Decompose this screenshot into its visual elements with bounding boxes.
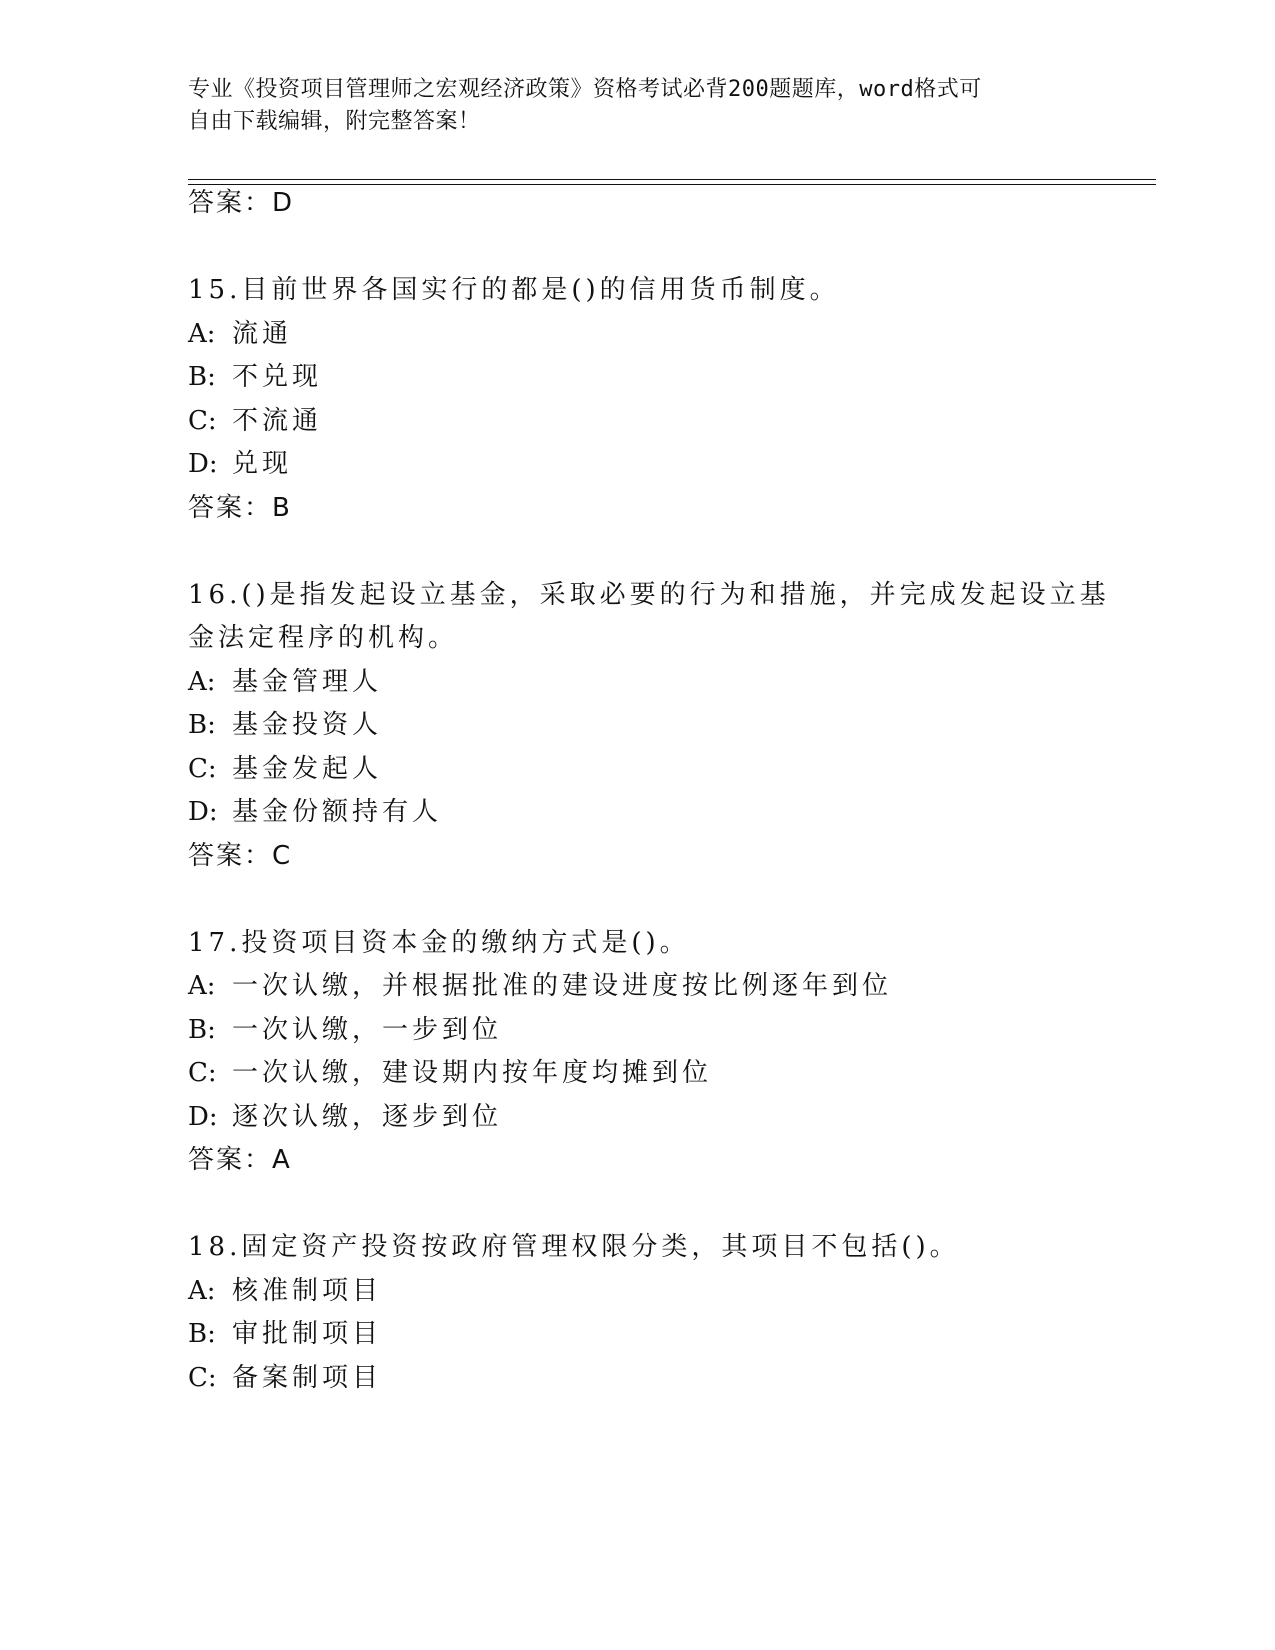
option-text: 不流通 bbox=[232, 406, 323, 436]
option-text: 一次认缴，并根据批准的建设进度按比例逐年到位 bbox=[232, 971, 893, 1001]
document-header bbox=[188, 74, 1088, 138]
option-label: B: bbox=[188, 362, 216, 392]
question-18-stem: 18.固定资产投资按政府管理权限分类，其项目不包括()。 bbox=[188, 1232, 960, 1262]
option-label: C: bbox=[188, 1058, 217, 1088]
option-label: D: bbox=[188, 797, 218, 827]
answer-q15: 答案：B bbox=[188, 493, 292, 523]
header-divider-bottom bbox=[188, 184, 1156, 185]
header-divider-top bbox=[188, 179, 1156, 180]
question-17-option-b bbox=[188, 1013, 502, 1047]
option-label: C: bbox=[188, 1363, 217, 1393]
question-15-option-b bbox=[188, 360, 322, 394]
option-label: D: bbox=[188, 1102, 218, 1132]
option-label: A: bbox=[188, 1276, 216, 1306]
question-17-option-d bbox=[188, 1100, 502, 1134]
header-line-2: 自由下载编辑，附完整答案！ bbox=[188, 109, 481, 134]
question-15-option-c bbox=[188, 404, 322, 438]
option-text: 备案制项目 bbox=[232, 1363, 383, 1393]
option-label: D: bbox=[188, 449, 218, 479]
answer-q14: 答案：D bbox=[188, 188, 295, 218]
question-18-option-a bbox=[188, 1274, 382, 1308]
question-17-option-a bbox=[188, 969, 892, 1003]
option-label: B: bbox=[188, 1015, 216, 1045]
question-16-option-a bbox=[188, 665, 382, 699]
option-label: A: bbox=[188, 667, 216, 697]
option-text: 基金发起人 bbox=[232, 754, 383, 784]
option-label: A: bbox=[188, 319, 216, 349]
option-label: C: bbox=[188, 754, 217, 784]
option-text: 不兑现 bbox=[232, 362, 323, 392]
answer-q17: 答案：A bbox=[188, 1145, 292, 1175]
option-label: C: bbox=[188, 406, 217, 436]
option-text: 基金份额持有人 bbox=[232, 797, 443, 827]
question-18-option-b bbox=[188, 1317, 382, 1351]
question-18-option-c bbox=[188, 1361, 382, 1395]
question-16-option-b bbox=[188, 708, 382, 742]
option-text: 基金投资人 bbox=[232, 710, 383, 740]
option-text: 基金管理人 bbox=[232, 667, 383, 697]
option-text: 流通 bbox=[232, 319, 293, 349]
option-text: 核准制项目 bbox=[232, 1276, 383, 1306]
question-17-option-c bbox=[188, 1056, 712, 1090]
option-text: 一次认缴，一步到位 bbox=[232, 1015, 503, 1045]
question-15-option-d bbox=[188, 447, 292, 481]
header-line-1: 专业《投资项目管理师之宏观经济政策》资格考试必背200题题库，word格式可 bbox=[188, 77, 982, 102]
question-16-stem-line-1: 16.()是指发起设立基金，采取必要的行为和措施，并完成发起设立基 bbox=[188, 580, 1110, 610]
option-text: 一次认缴，建设期内按年度均摊到位 bbox=[232, 1058, 713, 1088]
option-text: 逐次认缴，逐步到位 bbox=[232, 1102, 503, 1132]
question-15-stem: 15.目前世界各国实行的都是()的信用货币制度。 bbox=[188, 275, 840, 305]
question-15-option-a bbox=[188, 317, 292, 351]
question-16-stem-line-2: 金法定程序的机构。 bbox=[188, 623, 459, 653]
option-text: 兑现 bbox=[232, 449, 293, 479]
option-label: A: bbox=[188, 971, 216, 1001]
question-16-option-d bbox=[188, 795, 442, 829]
question-16-option-c bbox=[188, 752, 382, 786]
option-label: B: bbox=[188, 710, 216, 740]
option-label: B: bbox=[188, 1319, 216, 1349]
question-17-stem: 17.投资项目资本金的缴纳方式是()。 bbox=[188, 928, 690, 958]
answer-q16: 答案：C bbox=[188, 841, 293, 871]
option-text: 审批制项目 bbox=[232, 1319, 383, 1349]
